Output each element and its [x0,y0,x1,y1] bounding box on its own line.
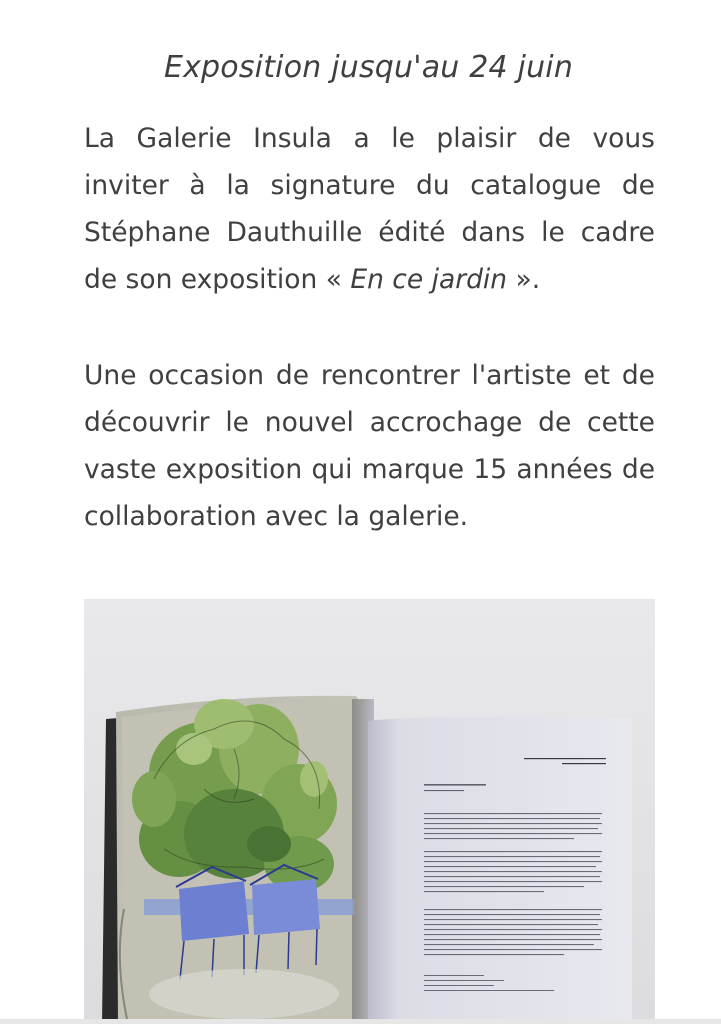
invitation-text-end: ». [507,264,541,295]
exhibition-title: En ce jardin [350,264,508,295]
bottom-divider [0,1019,721,1024]
open-catalogue-illustration [84,599,655,1024]
exhibition-headline: Exposition jusqu'au 24 juin [163,50,574,85]
occasion-paragraph: Une occasion de rencontrer l'artiste et de découvrir le nouvel accrochage de cette vaste exposition qui marque 15 années de collaboration avec la galerie. [84,360,655,532]
catalogue-photo [84,599,655,1024]
invitation-text: La Galerie Insula a le plaisir de vous inviter à la signature du catalogue de Stéphane Dauthuille édité dans le cadre de son exposition « [84,123,655,295]
invitation-paragraph [84,115,655,303]
